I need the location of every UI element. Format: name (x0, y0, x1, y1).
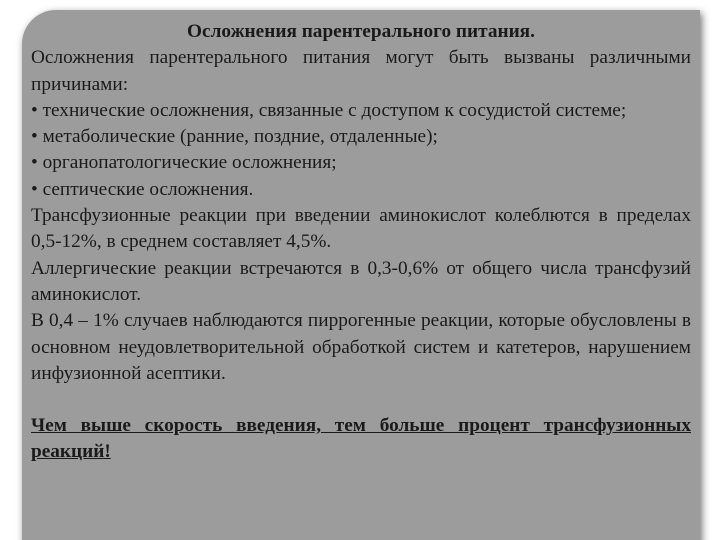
slide-text (31, 19, 691, 466)
bullet-metabolic: • метаболические (ранние, поздние, отдаленные); (31, 126, 438, 148)
pyrogenic-reactions-paragraph: В 0,4 – 1% случаев наблюдаются пиррогенные реакции, которые обусловлены в основном неудовлетворительной обработкой систем и катетеров, нарушением инфузионной асептики. (31, 310, 691, 384)
transfusion-reactions-paragraph: Трансфузионные реакции при введении аминокислот колеблются в пределах 0,5-12%, в среднем составляет 4,5%. (31, 205, 691, 253)
bullet-technical: • технические осложнения, связанные с доступом к сосудистой системе; (31, 99, 627, 121)
spacer (31, 387, 691, 413)
allergic-reactions-paragraph: Аллергические реакции встречаются в 0,3-0,6% от общего числа трансфузий аминокислот. (31, 257, 691, 305)
bullet-organopathologic: • органопатологические осложнения; (31, 152, 337, 174)
intro-paragraph: Осложнения парентерального питания могут быть вызваны различными причинами: (31, 47, 691, 95)
bullet-septic: • септические осложнения. (31, 178, 254, 200)
slide-title: Осложнения парентерального питания. (187, 21, 535, 42)
emphasis-statement: Чем выше скорость введения, тем больше процент трансфузионных реакций! (31, 415, 691, 463)
